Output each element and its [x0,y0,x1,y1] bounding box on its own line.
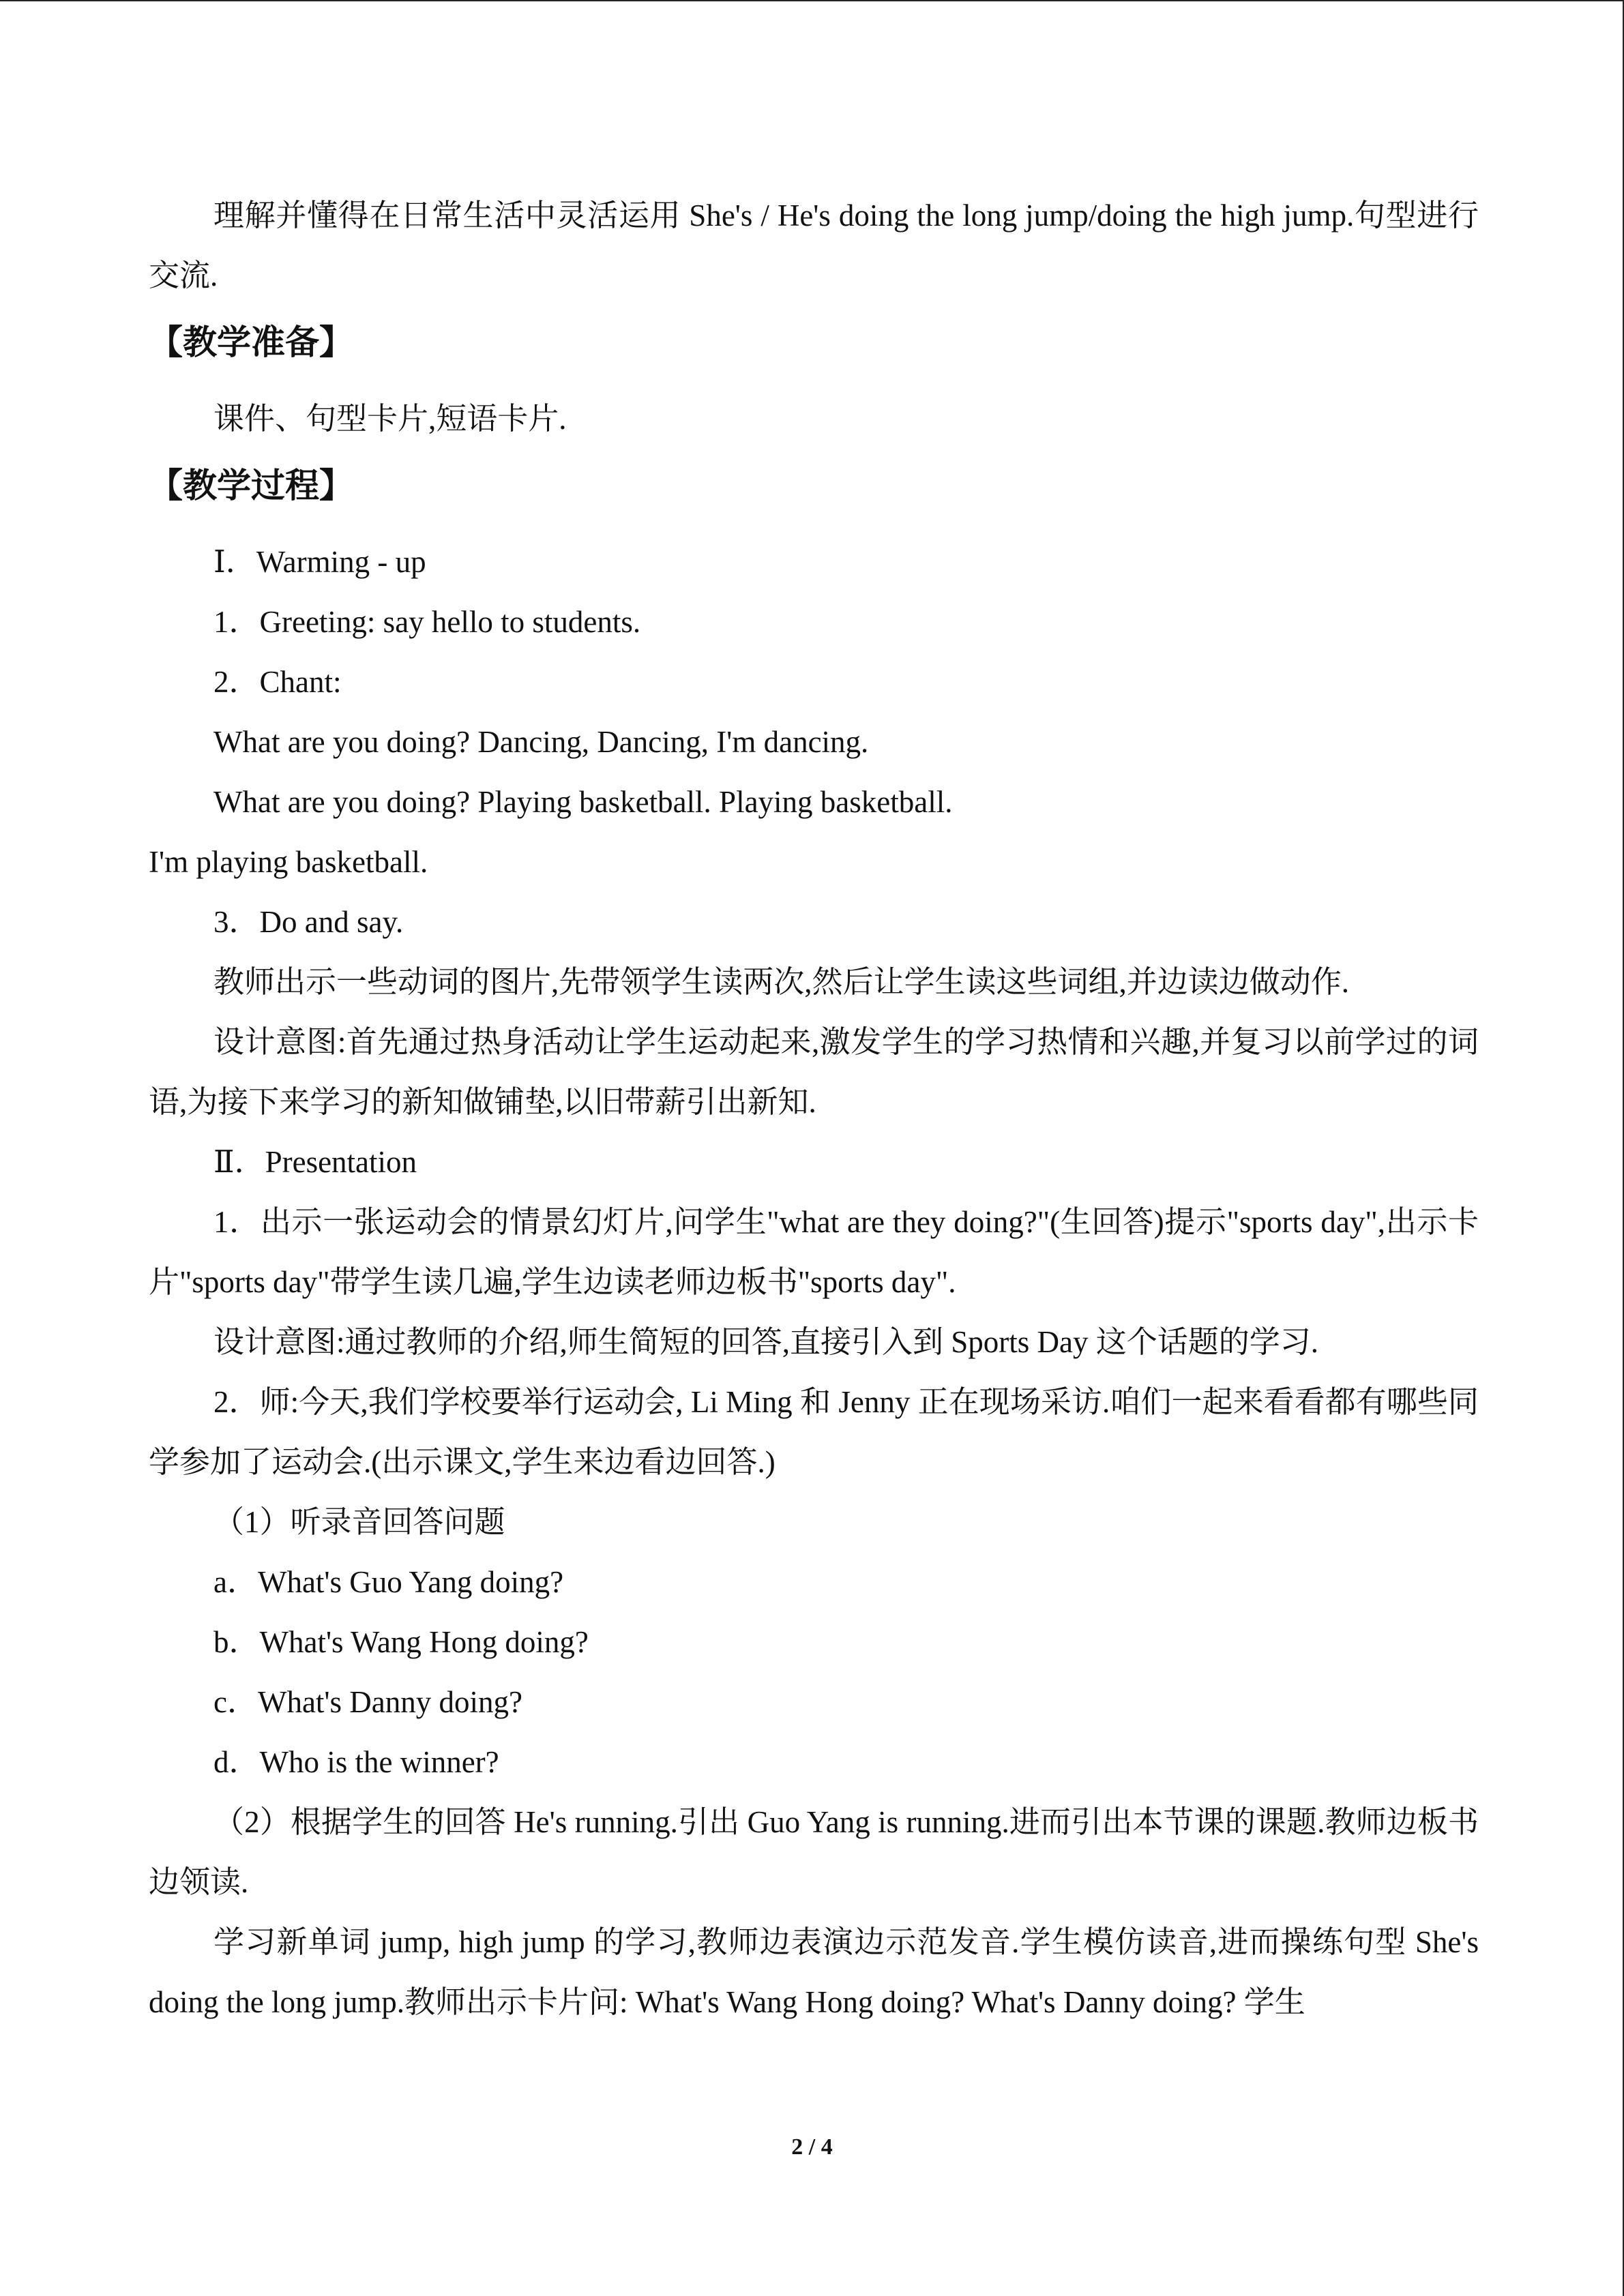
body-paragraph: 2．师:今天,我们学校要举行运动会, Li Ming 和 Jenny 正在现场采访.咱们一起来看看都有哪些同学参加了运动会.(出示课文,学生来边看边回答.) [149,1385,1479,1479]
objective-paragraph: 理解并懂得在日常生活中灵活运用 She's / He's doing the long jump/doing the high jump.句型进行交流. [149,198,1479,293]
list-item: 3．Do and say. [213,905,404,939]
body-paragraph: 1．出示一张运动会的情景幻灯片,问学生"what are they doing?"(生回答)提示"sports day",出示卡片"sports day"带学生读几遍,学生边读老师边板书"sports day". [149,1205,1479,1299]
sub-step: （2）根据学生的回答 He's running.引出 Guo Yang is running.进而引出本节课的课题.教师边板书边领读. [149,1805,1479,1899]
question-item: d．Who is the winner? [213,1745,499,1779]
step-presentation: Ⅱ．Presentation [213,1145,417,1179]
body-paragraph: 教师出示一些动词的图片,先带领学生读两次,然后让学生读这些词组,并边读边做动作. [213,965,1350,999]
section-heading-process: 【教学过程】 [149,466,353,505]
body-paragraph: 学习新单词 jump, high jump 的学习,教师边表演边示范发音.学生模仿读音,进而操练句型 She's doing the long jump.教师出示卡片问: What's Wang Hong doing? What's Danny doing? 学生 [149,1925,1479,2019]
design-intent-paragraph: 设计意图:首先通过热身活动让学生运动起来,激发学生的学习热情和兴趣,并复习以前学过的词语,为接下来学习的新知做铺垫,以旧带薪引出新知. [149,1025,1479,1119]
chant-line: What are you doing? Playing basketball. Playing basketball. [213,785,953,819]
design-intent-paragraph: 设计意图:通过教师的介绍,师生简短的回答,直接引入到 Sports Day 这个话题的学习. [213,1325,1319,1359]
list-item: 2．Chant: [213,665,342,699]
preparation-paragraph: 课件、句型卡片,短语卡片. [213,402,567,436]
sub-step: （1）听录音回答问题 [213,1505,505,1539]
question-item: a．What's Guo Yang doing? [213,1565,564,1599]
list-item: 1．Greeting: say hello to students. [213,605,641,639]
step-warming-up: Ⅰ．Warming - up [213,545,426,579]
question-item: b．What's Wang Hong doing? [213,1625,589,1659]
question-item: c．What's Danny doing? [213,1685,522,1719]
chant-line: I'm playing basketball. [149,845,428,879]
page-number: 2 / 4 [791,2134,833,2160]
chant-line: What are you doing? Dancing, Dancing, I'm dancing. [213,725,869,759]
page-content [149,185,1479,2032]
section-heading-preparation: 【教学准备】 [149,323,353,362]
